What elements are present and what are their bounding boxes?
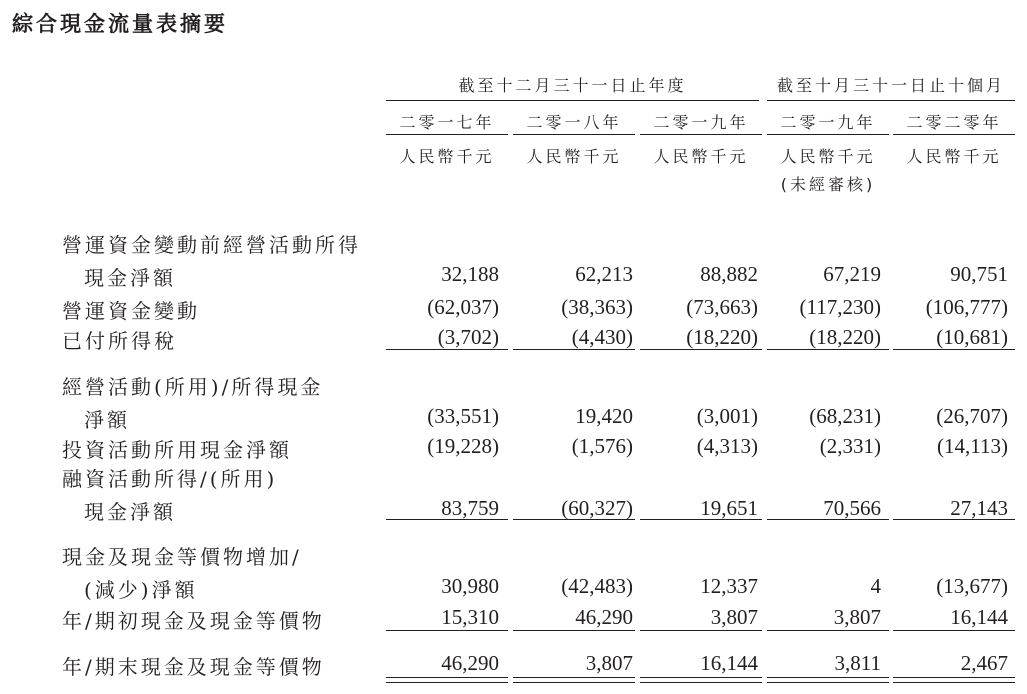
total-double-rule xyxy=(513,677,635,678)
cell-value: 12,337 xyxy=(700,574,758,598)
total-double-rule xyxy=(640,677,762,678)
cell-value: (117,230) xyxy=(799,295,881,319)
total-double-rule xyxy=(640,682,762,683)
row-label: 經營活動(所用)/所得現金 xyxy=(62,375,324,399)
cell-value: 30,980 xyxy=(441,574,499,598)
cell-value: 62,213 xyxy=(575,262,633,286)
cell-value: (106,777) xyxy=(925,295,1008,319)
total-double-rule xyxy=(386,677,508,678)
subtotal-rule xyxy=(640,349,762,350)
subtotal-rule xyxy=(893,349,1015,350)
row-label: 現金及現金等價物增加/ xyxy=(62,545,302,569)
cell-value: (26,707) xyxy=(936,404,1008,428)
cell-value: (42,483) xyxy=(561,574,633,598)
cell-value: 83,759 xyxy=(441,496,499,520)
column-year: 二零一八年 xyxy=(526,113,622,132)
total-double-rule xyxy=(767,677,889,678)
page-title: 綜合現金流量表摘要 xyxy=(12,12,228,36)
total-double-rule xyxy=(767,682,889,683)
period-header-annual: 截至十二月三十一日止年度 xyxy=(458,76,687,95)
row-label: 淨額 xyxy=(84,408,130,432)
column-year: 二零二零年 xyxy=(906,113,1002,132)
cell-value: 19,651 xyxy=(700,496,758,520)
group-rule xyxy=(767,100,1015,101)
cell-value: (13,677) xyxy=(936,574,1008,598)
cell-value: (19,228) xyxy=(427,434,499,458)
row-label: 已付所得稅 xyxy=(62,329,177,353)
subtotal-rule xyxy=(893,519,1015,520)
column-unit: 人民幣千元 xyxy=(526,147,622,166)
cell-value: (38,363) xyxy=(561,295,633,319)
cell-value: (4,430) xyxy=(571,325,633,349)
row-label: 年/期初現金及現金等價物 xyxy=(62,609,325,633)
cell-value: 2,467 xyxy=(960,651,1008,675)
row-label: 融資活動所得/(所用) xyxy=(62,467,278,491)
cell-value: (2,331) xyxy=(819,434,881,458)
cell-value: (3,702) xyxy=(437,325,499,349)
cell-value: (10,681) xyxy=(936,325,1008,349)
period-header-ten-months: 截至十月三十一日止十個月 xyxy=(776,76,1005,95)
subtotal-rule xyxy=(513,630,635,631)
subtotal-rule xyxy=(386,519,508,520)
column-note: (未經審核) xyxy=(780,175,876,194)
column-year-rule xyxy=(767,134,889,135)
column-year-rule xyxy=(513,134,635,135)
cell-value: 3,811 xyxy=(834,651,881,675)
column-year-rule xyxy=(640,134,762,135)
column-unit: 人民幣千元 xyxy=(399,147,495,166)
cell-value: 32,188 xyxy=(441,262,499,286)
subtotal-rule xyxy=(386,630,508,631)
row-label: (減少)淨額 xyxy=(84,578,198,602)
cell-value: 46,290 xyxy=(575,605,633,629)
cell-value: (60,327) xyxy=(561,496,633,520)
total-double-rule xyxy=(893,677,1015,678)
column-year: 二零一九年 xyxy=(780,113,876,132)
cell-value: 88,882 xyxy=(700,262,758,286)
cell-value: 90,751 xyxy=(950,262,1008,286)
cell-value: (1,576) xyxy=(571,434,633,458)
cell-value: (3,001) xyxy=(696,404,758,428)
total-double-rule xyxy=(513,682,635,683)
row-label: 現金淨額 xyxy=(84,266,176,290)
column-unit: 人民幣千元 xyxy=(653,147,749,166)
subtotal-rule xyxy=(386,349,508,350)
row-label: 營運資金變動 xyxy=(62,299,200,323)
cell-value: (73,663) xyxy=(686,295,758,319)
subtotal-rule xyxy=(513,519,635,520)
subtotal-rule xyxy=(893,630,1015,631)
row-label: 投資活動所用現金淨額 xyxy=(62,438,292,462)
cell-value: (14,113) xyxy=(937,434,1008,458)
cell-value: (18,220) xyxy=(809,325,881,349)
column-unit: 人民幣千元 xyxy=(906,147,1002,166)
column-year: 二零一七年 xyxy=(399,113,495,132)
column-year-rule xyxy=(386,134,508,135)
row-label: 現金淨額 xyxy=(84,500,176,524)
subtotal-rule xyxy=(767,630,889,631)
column-unit: 人民幣千元 xyxy=(780,147,876,166)
cell-value: 4 xyxy=(870,574,881,598)
cell-value: 67,219 xyxy=(823,262,881,286)
cell-value: 3,807 xyxy=(710,605,758,629)
column-year-rule xyxy=(893,134,1015,135)
cell-value: 15,310 xyxy=(441,605,499,629)
cell-value: (68,231) xyxy=(809,404,881,428)
cell-value: (18,220) xyxy=(686,325,758,349)
cell-value: 19,420 xyxy=(575,404,633,428)
subtotal-rule xyxy=(767,519,889,520)
column-year: 二零一九年 xyxy=(653,113,749,132)
total-double-rule xyxy=(893,682,1015,683)
row-label: 年/期末現金及現金等價物 xyxy=(62,655,325,679)
cell-value: 16,144 xyxy=(700,651,758,675)
cell-value: 27,143 xyxy=(950,496,1008,520)
cell-value: (4,313) xyxy=(696,434,758,458)
subtotal-rule xyxy=(513,349,635,350)
cell-value: (33,551) xyxy=(427,404,499,428)
row-label: 營運資金變動前經營活動所得 xyxy=(62,233,361,257)
cell-value: 70,566 xyxy=(823,496,881,520)
subtotal-rule xyxy=(640,630,762,631)
subtotal-rule xyxy=(767,349,889,350)
subtotal-rule xyxy=(640,519,762,520)
cell-value: 3,807 xyxy=(585,651,633,675)
cell-value: 3,807 xyxy=(833,605,881,629)
total-double-rule xyxy=(386,682,508,683)
group-rule xyxy=(386,100,759,101)
cell-value: 16,144 xyxy=(950,605,1008,629)
cell-value: 46,290 xyxy=(441,651,499,675)
cell-value: (62,037) xyxy=(427,295,499,319)
